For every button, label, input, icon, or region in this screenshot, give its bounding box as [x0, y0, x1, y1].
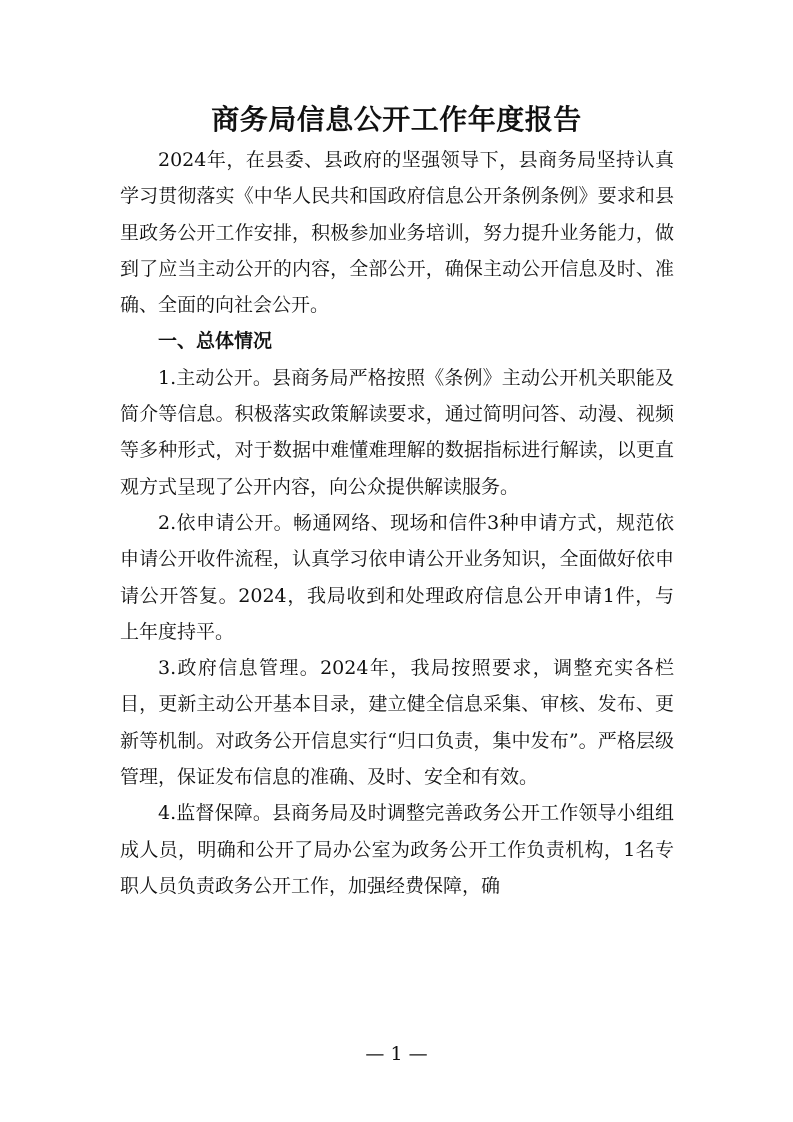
paragraph-info-management: 3.政府信息管理。2024年，我局按照要求，调整充实各栏目，更新主动公开基本目录，建立健全信息采集、审核、发布、更新等机制。对政务公开信息实行“归口负责，集中发布”。严格层级管理，保证发布信息的准确、及时、安全和有效。: [120, 657, 674, 789]
intro-paragraph: 2024年，在县委、县政府的坚强领导下，县商务局坚持认真学习贯彻落实《中华人民共和国政府信息公开条例条例》要求和县里政务公开工作安排，积极参加业务培训，努力提升业务能力，做到了应当主动公开的内容，全部公开，确保主动公开信息及时、准确、全面的向社会公开。: [120, 149, 674, 317]
paragraph-active-disclosure: 1.主动公开。县商务局严格按照《条例》主动公开机关职能及简介等信息。积极落实政策解读要求，通过简明问答、动漫、视频等多种形式，对于数据中难懂难理解的数据指标进行解读，以更直观方式呈现了公开内容，向公众提供解读服务。: [120, 366, 674, 498]
paragraph-request-disclosure: 2.依申请公开。畅通网络、现场和信件3种申请方式，规范依申请公开收件流程，认真学习依申请公开业务知识，全面做好依申请公开答复。2024，我局收到和处理政府信息公开申请1件，与上年度持平。: [120, 511, 674, 643]
paragraph-supervision: 4.监督保障。县商务局及时调整完善政务公开工作领导小组组成人员，明确和公开了局办公室为政务公开工作负责机构，1名专职人员负责政务公开工作，加强经费保障，确: [120, 802, 674, 897]
document-body: [120, 142, 674, 904]
section-heading-overview: 一、总体情况: [158, 330, 273, 353]
document-title: 商务局信息公开工作年度报告: [211, 103, 582, 136]
page-number: — 1 —: [365, 1043, 428, 1065]
